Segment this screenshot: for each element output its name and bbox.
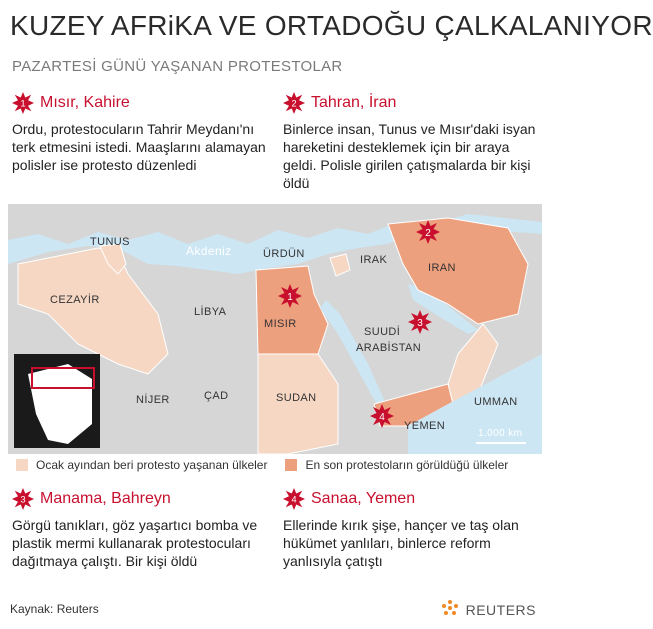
burst-marker-icon [283,92,305,114]
brand-name: REUTERS [465,601,536,618]
map-label-irak: IRAK [360,254,388,266]
map-label-arabistan: ARABİSTAN [356,342,422,354]
legend-label-latest: En son protestoların görüldüğü ülkeler [305,458,509,472]
map-label-nijer: NİJER [136,394,170,406]
map-label-cad: ÇAD [204,390,229,402]
event-item-2 [283,92,543,192]
svg-text:1: 1 [287,292,293,303]
event-location: Manama, Bahreyn [40,490,171,507]
map-label-libya: LİBYA [194,306,227,318]
map-label-yemen: YEMEN [404,420,446,432]
map-marker-4 [370,404,394,428]
svg-text:4: 4 [379,412,385,423]
svg-text:4: 4 [291,494,297,505]
event-location: Tahran, İran [311,94,397,111]
brand-logo [440,598,536,621]
map-marker-1 [278,284,302,308]
page-title: KUZEY AFRiKA VE ORTADOĞU ÇALKALANIYOR [10,10,653,41]
event-location: Sanaa, Yemen [311,490,416,507]
svg-text:2: 2 [425,228,431,239]
svg-text:3: 3 [417,318,423,329]
map-label-tunus: TUNUS [90,236,130,248]
legend-label-since-january: Ocak ayından beri protesto yaşanan ülkeler [36,458,268,472]
event-item-3 [12,488,272,570]
svg-text:2: 2 [291,98,297,109]
svg-text:1: 1 [20,98,26,109]
map-label-cezayir: CEZAYİR [50,294,100,306]
legend-swatch-since-january [16,459,28,471]
source-credit: Kaynak: Reuters [10,602,99,616]
map-label-urdun: ÜRDÜN [263,248,305,260]
map-marker-2 [416,220,440,244]
map-label-sudan: SUDAN [276,392,317,404]
scale-bar [476,442,526,444]
map-label-akdeniz: Akdeniz [186,244,232,258]
event-item-1 [12,92,272,174]
map-legend [16,458,508,472]
event-description: Görgü tanıkları, göz yaşartıcı bomba ve plastik mermi kullanarak protestocuları dağıtmaya çalıştı. Bir kişi öldü [12,517,258,569]
event-item-4 [283,488,543,570]
map-label-iran: IRAN [428,262,456,274]
inset-locator-map [14,354,100,448]
map-label-misir: MISIR [264,318,297,330]
burst-marker-icon [12,92,34,114]
svg-text:3: 3 [20,494,26,505]
map-label-umman: UMMAN [474,396,518,408]
event-description: Ordu, protestocuların Tahrir Meydanı'nı terk etmesini istedi. Maaşlarını alamayan polisler ise protesto düzenledi [12,121,266,173]
event-description: Binlerce insan, Tunus ve Mısır'daki isyan hareketini desteklemek için bir araya geldi. Polisle girilen çatışmalarda bir kişi öldü [283,121,536,191]
reuters-dots-icon [440,598,460,621]
event-description: Ellerinde kırık şişe, hançer ve taş olan hükümet yanlıları, binlerce reform yanlısıyla çatıştı [283,517,519,569]
scale-label: 1.000 km [478,428,523,439]
legend-swatch-latest [285,459,297,471]
map-label-suudi: SUUDİ [364,326,401,338]
event-location: Mısır, Kahire [40,94,130,111]
regional-map [8,204,542,454]
page-subtitle: PAZARTESİ GÜNÜ YAŞANAN PROTESTOLAR [12,58,343,75]
burst-marker-icon [12,488,34,510]
burst-marker-icon [283,488,305,510]
map-marker-3 [408,310,432,334]
